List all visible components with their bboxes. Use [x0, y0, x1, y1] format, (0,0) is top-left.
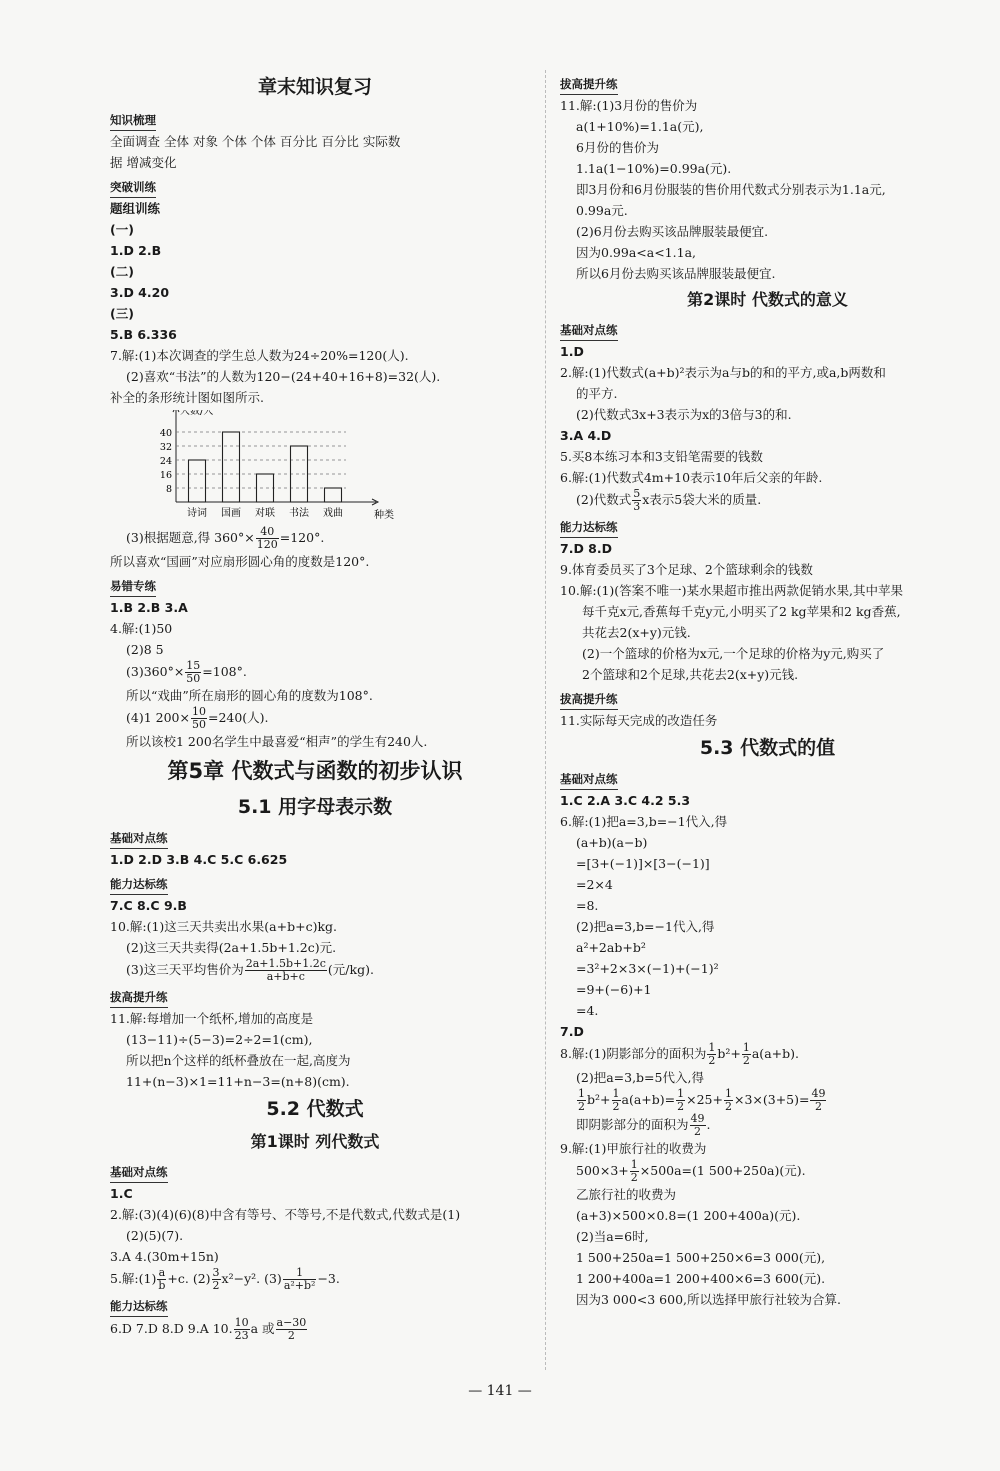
left-column	[110, 70, 520, 1342]
answer-line: 所以6月份去购买该品牌服装最便宜.	[576, 266, 776, 281]
answer-line: 所以“戏曲”所在扇形的圆心角的度数为108°.	[126, 688, 373, 703]
answer-line: 1 200+400a=1 200+400×6=3 600(元).	[576, 1271, 826, 1286]
answer-line: (2)(5)(7).	[126, 1228, 184, 1243]
answer-line: (3)根据题意,得 360°× $\frac{40}{120}$ =120°.	[126, 525, 325, 551]
answer-line: 3.A 4.(30m+15n)	[110, 1249, 219, 1264]
group-label: 题组训练	[110, 201, 161, 216]
answer-line: 6.解:(1)代数式4m+10表示10年后父亲的年龄.	[560, 470, 823, 485]
answer-line: 10.解:(1)这三天共卖出水果(a+b+c)kg.	[110, 919, 338, 934]
answer-line: 7.解:(1)本次调查的学生总人数为24÷20%=120(人).	[110, 348, 409, 363]
answer-line: 乙旅行社的收费为	[576, 1187, 677, 1202]
answer-line: (2)当a=6时,	[576, 1229, 649, 1244]
answer-line: 1 500+250a=1 500+250×6=3 000(元),	[576, 1250, 826, 1265]
section-title: 5.3 代数式的值	[699, 737, 836, 759]
extension-label: 拔高提升练	[560, 74, 618, 95]
section-title: 5.1 用字母表示数	[237, 796, 393, 818]
error-label: 易错专练	[110, 576, 156, 597]
answer-line: =[3+(−1)]×[3−(−1)]	[576, 856, 710, 871]
column-divider	[545, 70, 547, 1370]
answer-line: 6.解:(1)把a=3,b=−1代入,得	[560, 814, 728, 829]
answer-line: (4)1 200× $\frac{10}{50}$ =240(人).	[126, 705, 269, 731]
x-tick-label: 对联	[255, 508, 275, 519]
answer-line: 7.D 8.D	[560, 541, 612, 556]
page-number: — 141 —	[468, 1383, 532, 1399]
bar	[223, 432, 240, 502]
answer-line: 11+(n−3)×1=11+n−3=(n+8)(cm).	[126, 1074, 350, 1089]
bar-chart-svg	[150, 410, 450, 522]
answer-line: 5.解:(1) $\frac{a}{b}$ +c. (2) $\frac{3}{2}$ x²−y². (3) $\frac{1}{\text{a²+b²}}$ −3.	[110, 1266, 340, 1292]
answer-line: 3.D 4.20	[110, 285, 170, 300]
answer-line: 2.解:(1)代数式(a+b)²表示为a与b的和的平方,或a,b两数和	[560, 365, 886, 380]
answer-line: 因为0.99a<a<1.1a,	[576, 245, 696, 260]
review-title: 章末知识复习	[257, 76, 372, 98]
answer-line: 的平方.	[576, 386, 618, 401]
answer-line: (3)这三天平均售价为 $\frac{2a+1.5b+1.2c}{a+b+c}$ (元/kg).	[126, 957, 374, 983]
answer-line: (2)代数式3x+3表示为x的3倍与3的和.	[576, 407, 792, 422]
answer-line: 所以该校1 200名学生中最喜爱“相声”的学生有240人.	[126, 734, 428, 749]
y-tick-label: 24	[159, 456, 172, 467]
x-tick-label: 国画	[221, 508, 241, 519]
answer-line: 2个篮球和2个足球,共花去2(x+y)元钱.	[582, 667, 799, 682]
answer-line: $\frac{1}{2}$ b²+ $\frac{1}{2}$ a(a+b)= $\frac{1}{2}$ ×25+ $\frac{1}{2}$ ×3×(3+5)= $\frac{49}{2}$	[578, 1087, 826, 1113]
answer-line: 1.1a(1−10%)=0.99a(元).	[576, 161, 732, 176]
right-column	[560, 70, 975, 1310]
answer-line: a²+2ab+b²	[576, 940, 646, 955]
answer-line: 6.D 7.D 8.D 9.A 10. $\frac{10}{23}$ a 或 $\frac{a-30}{2}$	[110, 1316, 307, 1342]
answer-line: 共花去2(x+y)元钱.	[582, 625, 691, 640]
basic-label: 基础对点练	[110, 828, 168, 849]
answer-line: 0.99a元.	[576, 203, 628, 218]
answer-line: 8.解:(1)阴影部分的面积为 $\frac{1}{2}$ b²+ $\frac{1}{2}$ a(a+b).	[560, 1041, 799, 1067]
answer-line: 所以喜欢“国画”对应扇形圆心角的度数是120°.	[110, 554, 370, 569]
x-tick-label: 戏曲	[323, 508, 343, 519]
lesson-title: 第2课时 代数式的意义	[687, 290, 848, 309]
x-tick-label: 书法	[289, 508, 309, 519]
ability-label: 能力达标练	[560, 517, 618, 538]
basic-label: 基础对点练	[560, 769, 618, 790]
answer-line: 1.D	[560, 344, 584, 359]
answer-line: (2)代数式 $\frac{5}{3}$ x表示5袋大米的质量.	[576, 487, 762, 513]
answer-line: =4.	[576, 1003, 599, 1018]
knowledge-line: 据 增减变化	[110, 155, 177, 170]
answer-line: 11.实际每天完成的改造任务	[560, 713, 718, 728]
answer-line: (2)这三天共卖得(2a+1.5b+1.2c)元.	[126, 940, 337, 955]
answer-line: a(1+10%)=1.1a(元),	[576, 119, 704, 134]
bar	[325, 488, 342, 502]
answer-line: =9+(−6)+1	[576, 982, 652, 997]
answer-line: 因为3 000<3 600,所以选择甲旅行社较为合算.	[576, 1292, 841, 1307]
group-heading: (三)	[110, 306, 134, 321]
answer-line: (2)一个篮球的价格为x元,一个足球的价格为y元,购买了	[582, 646, 885, 661]
answer-line: (2)6月份去购买该品牌服装最便宜.	[576, 224, 769, 239]
answer-line: (2)把a=3,b=5代入,得	[576, 1070, 704, 1085]
answer-line: 每千克x元,香蕉每千克y元,小明买了2 kg苹果和2 kg香蕉,	[582, 604, 901, 619]
answer-line: 9.解:(1)甲旅行社的收费为	[560, 1141, 707, 1156]
bar-chart	[150, 410, 520, 526]
answer-line: 4.解:(1)50	[110, 621, 173, 636]
answer-line: (a+3)×500×0.8=(1 200+400a)(元).	[576, 1208, 801, 1223]
bar	[189, 460, 206, 502]
answer-line: 11.解:每增加一个纸杯,增加的高度是	[110, 1011, 314, 1026]
y-tick-label: 32	[159, 442, 172, 453]
answer-line: 1.D 2.D 3.B 4.C 5.C 6.625	[110, 852, 288, 867]
answer-line: 1.B 2.B 3.A	[110, 600, 188, 615]
answer-line: 即3月份和6月份服装的售价用代数式分别表示为1.1a元,	[576, 182, 886, 197]
answer-line: 7.C 8.C 9.B	[110, 898, 187, 913]
answer-line: 所以把n个这样的纸杯叠放在一起,高度为	[126, 1053, 351, 1068]
ability-label: 能力达标练	[110, 1296, 168, 1317]
bar	[257, 474, 274, 502]
answer-line: =2×4	[576, 877, 613, 892]
answer-line: 5.B 6.336	[110, 327, 177, 342]
answer-line: 即阴影部分的面积为 $\frac{49}{2}$ .	[576, 1112, 711, 1138]
x-tick-label: 诗词	[187, 508, 207, 519]
answer-line: 9.体育委员买了3个足球、2个篮球剩余的钱数	[560, 562, 813, 577]
answer-line: (2)喜欢“书法”的人数为120−(24+40+16+8)=32(人).	[126, 369, 441, 384]
basic-label: 基础对点练	[560, 320, 618, 341]
ability-label: 能力达标练	[110, 874, 168, 895]
answer-line: =3²+2×3×(−1)+(−1)²	[576, 961, 719, 976]
answer-line: 1.C 2.A 3.C 4.2 5.3	[560, 793, 691, 808]
answer-line: (3)360°× $\frac{15}{50}$ =108°.	[126, 659, 247, 685]
answer-line: 6月份的售价为	[576, 140, 659, 155]
y-tick-label: 16	[159, 470, 172, 481]
y-tick-label: 8	[165, 484, 172, 495]
group-heading: (二)	[110, 264, 134, 279]
answer-line: 500×3+ $\frac{1}{2}$ ×500a=(1 500+250a)(元).	[576, 1158, 806, 1184]
answer-line: 补全的条形统计图如图所示.	[110, 390, 264, 405]
answer-line: (2)8 5	[126, 642, 164, 657]
group-heading: (一)	[110, 222, 134, 237]
y-tick-label: 40	[159, 428, 172, 439]
lesson-title: 第1课时 列代数式	[250, 1132, 380, 1151]
answer-line: (2)把a=3,b=−1代入,得	[576, 919, 715, 934]
breakthrough-label: 突破训练	[110, 177, 156, 198]
answer-line: 10.解:(1)(答案不唯一)某水果超市推出两款促销水果,其中苹果	[560, 583, 904, 598]
y-axis-label: 人数/人	[180, 410, 214, 417]
answer-line: 3.A 4.D	[560, 428, 612, 443]
extension-label: 拔高提升练	[560, 689, 618, 710]
answer-line: =8.	[576, 898, 599, 913]
answer-line: 1.D 2.B	[110, 243, 162, 258]
answer-line: 5.买8本练习本和3支铅笔需要的钱数	[560, 449, 763, 464]
answer-line: 7.D	[560, 1024, 584, 1039]
answer-line: 11.解:(1)3月份的售价为	[560, 98, 698, 113]
answer-line: 2.解:(3)(4)(6)(8)中含有等号、不等号,不是代数式,代数式是(1)	[110, 1207, 461, 1222]
extension-label: 拔高提升练	[110, 987, 168, 1008]
answer-line: (13−11)÷(5−3)=2÷2=1(cm),	[126, 1032, 313, 1047]
section-title: 5.2 代数式	[266, 1098, 364, 1120]
knowledge-line: 全面调查 全体 对象 个体 个体 百分比 百分比 实际数	[110, 134, 401, 149]
chapter-title: 第5章 代数式与函数的初步认识	[167, 759, 463, 783]
x-axis-label: 种类	[374, 510, 394, 521]
knowledge-label: 知识梳理	[110, 110, 156, 131]
answer-line: (a+b)(a−b)	[576, 835, 648, 850]
basic-label: 基础对点练	[110, 1162, 168, 1183]
answer-line: 1.C	[110, 1186, 133, 1201]
